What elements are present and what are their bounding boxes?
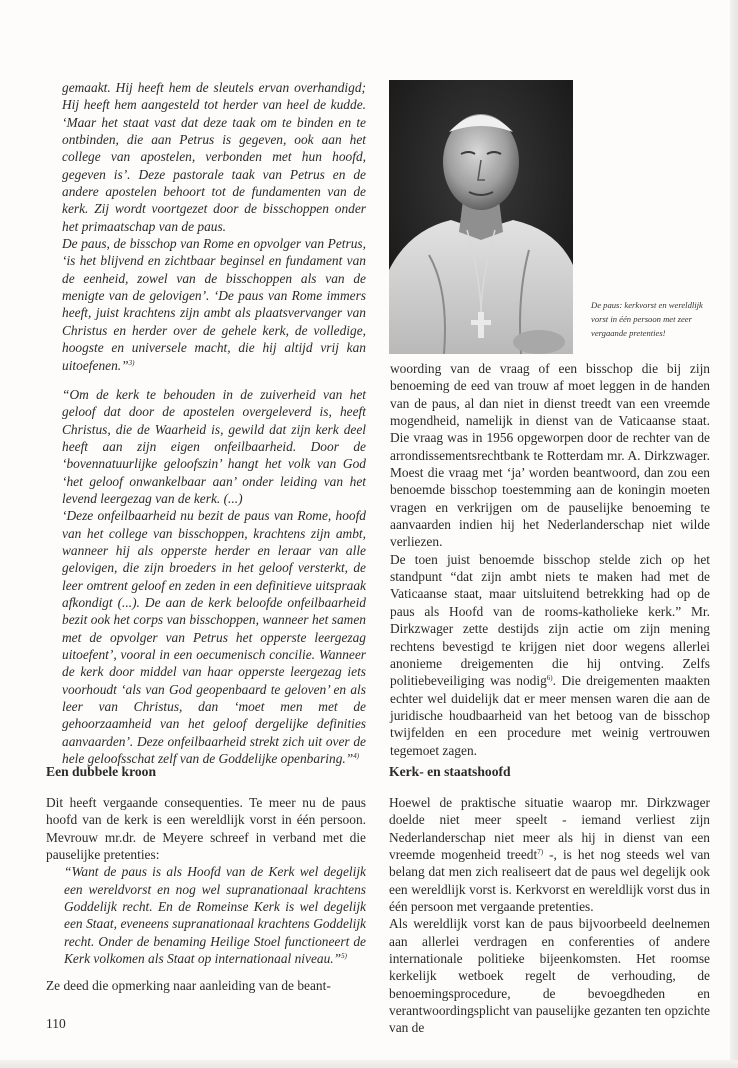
body-text: De toen juist benoemde bisschop stelde zich op het standpunt “dat zijn ambt niets te maken had met de Vaticaanse staat, maar uitsluitend betrekking had op de paus als Hoofd van de rooms-katholieke kerk.” Mr. Dirkzwager zette destijds zijn actie om zijn mening rechtens bevestigd te krijgen niet door wegens allerlei anonieme dreigementen die hij ontving. Zelfs politiebeveiliging was nodig — [390, 551, 710, 689]
section-heading-church-state-head: Kerk- en staatshoofd — [389, 764, 511, 779]
body-paragraph — [389, 794, 710, 915]
quote-paragraph: gemaakt. Hij heeft hem de sleutels ervan overhandigd; Hij heeft hem aangesteld tot herder van heel de kudde. ‘Maar het staat vast dat deze taak om te binden en te ontbinden, die aan Petrus is gegeven, ook aan het college van apostelen, verbonden met hun hoofd, gegeven is’. Deze pastorale taak van Petrus en de andere apostelen behoort tot de fundamenten van de kerk. Zij wordt voortgezet door de bisschoppen onder het primaatschap van de paus. — [62, 80, 366, 234]
footnote-ref[interactable]: 4) — [353, 752, 360, 761]
quote-paragraph — [62, 507, 366, 767]
footnote-ref[interactable]: 7) — [537, 848, 544, 857]
pope-photo — [389, 80, 573, 354]
page-edge-shadow — [730, 0, 738, 1068]
body-paragraph: Dit heeft vergaande consequenties. Te meer nu de paus hoofd van de kerk is een wereldlijk vorst in één persoon. Mevrouw mr.dr. de Meyere schreef in verband met die pauselijke pretenties: — [46, 795, 366, 863]
footnote-ref[interactable]: 3) — [128, 358, 135, 367]
page-bottom-shadow — [0, 1060, 738, 1068]
body-paragraph: Als wereldlijk vorst kan de paus bijvoorbeeld deelnemen aan allerlei verdragen en conferenties of andere internationale politieke bijeenkomsten. Het roomse kerkelijk wetboek regelt de verhouding, de benoemingsprocedure, de bevoegdheden en verantwoordingsplicht van pauselijke gezanten ten opzichte van de — [389, 916, 710, 1036]
body-text: Hoewel de praktische situatie waarop mr. Dirkzwager doelde niet meer speelt - iemand verliest zijn Nederlanderschap niet meer als hij in dienst van een vreemde mogenheid treedt — [389, 795, 710, 863]
body-paragraph — [390, 551, 710, 759]
quote-text: ‘Deze onfeilbaarheid nu bezit de paus van Rome, hoofd van het college van bisschoppen, krachtens zijn ambt, wanneer hij als opperste herder en leraar van alle gelovigen, die zijn broeders in het geloof versterkt, de leer omtrent geloof en zeden in een definitieve uitspraak afkondigt (...). De aan de kerk beloofde onfeilbaarheid bezit ook het corps van bisschoppen, wanneer het samen met de opvolger van Petrus het opperste leergezag uitoefent’, vooral in een oecumenisch concilie. Wanneer de kerk door middel van haar opperste leergezag iets voorhoudt ‘als van God geopenbaard te geloven’ en als leer van Christus, dan ‘moet men met de gehoorzaamheid van het geloof dergelijke definities aanvaarden’. Deze onfeilbaarheid strekt zich uit over de hele geloofsschat zelf van de Goddelijke openbaring.” — [62, 508, 366, 767]
page-number: 110 — [46, 1016, 66, 1031]
photo-caption: De paus: kerkvorst en wereldlijk vorst in één persoon met zeer vergaande pretenties! — [591, 300, 703, 339]
right-column-bottom — [389, 794, 710, 1037]
quote-paragraph: “Om de kerk te behouden in de zuiverheid van het geloof dat door de apostelen overgeleverd is, heeft Christus, die de Waarheid is, gewild dat zijn kerk deel heeft aan zijn eigen onfeilbaarheid. Door de ‘bovennatuurlijke geloofszin’ hangt het volk van God ‘het geloof onwankelbaar aan’ onder leiding van het levend leergezag van de kerk. (...) — [62, 386, 366, 506]
left-quote-column — [62, 79, 366, 767]
footnote-ref[interactable]: 5) — [341, 952, 347, 961]
section-heading-double-crown: Een dubbele kroon — [46, 764, 157, 779]
body-paragraph: Ze deed die opmerking naar aanleiding van de beant- — [46, 978, 331, 994]
body-paragraph: woording van de vraag of een bisschop die bij zijn benoeming de eed van trouw af moet leggen in de handen van de paus, al dan niet in dienst treedt van een vreemde mogendheid, namelijk in dienst van de Vaticaanse staat. Die vraag was in 1956 opgeworpen door de rechter van de arrondissementsrechtbank te Rotterdam mr. A. Dirkzwager. Moest die vraag met ‘ja’ worden beantwoord, dan zou een benoemde bisschop toestemming aan de koningin moeten vragen en verkrijgen om de pauselijke benoeming te aanvaarden indien hij het Nederlanderschap niet wilde verliezen. — [390, 361, 710, 550]
quote-paragraph — [62, 235, 366, 374]
quote-text: “Want de paus is als Hoofd van de Kerk wel degelijk een wereldvorst en nog wel supranationaal krachtens Goddelijk recht. En de Romeinse Kerk is wel degelijk een Staat, eveneens supranationaal krachtens Goddelijk recht. Onder de benaming Heilige Stoel functioneert de Kerk volkomen als Staat op internationaal niveau.” — [64, 864, 366, 967]
body-text: . Die dreigementen maakten echter wel duidelijk dat er meer mensen waren die aan de juridische houdbaarheid van het betoog van de bisschop twijfelden en een procedure met weinig vertrouwen tegemoet zagen. — [390, 673, 711, 758]
quote-text: De paus, de bisschop van Rome en opvolger van Petrus, ‘is het blijvend en zichtbaar beginsel en fundament van de eenheid, zowel van de bisschoppen als van de menigte van de gelovigen’. ‘De paus van Rome immers heeft, juist krachtens zijn ambt als plaatsvervanger van Christus en herder over de gehele kerk, de volledige, hoogste en universele macht, die hij altijd vrij kan uitoefenen.” — [62, 236, 366, 373]
body-text: -, is het nog steeds wel van belang dat men zich realiseert dat de paus wel degelijk ook een wereldlijk vorst is. Kerkvorst en wereldlijk vorst dus in één persoon met vergaande pretenties. — [389, 847, 710, 915]
right-column-top — [390, 360, 710, 759]
block-quote — [46, 863, 366, 967]
footnote-ref[interactable]: 6) — [546, 674, 553, 683]
left-column-bottom — [46, 794, 366, 995]
pope-portrait-image — [389, 80, 573, 354]
